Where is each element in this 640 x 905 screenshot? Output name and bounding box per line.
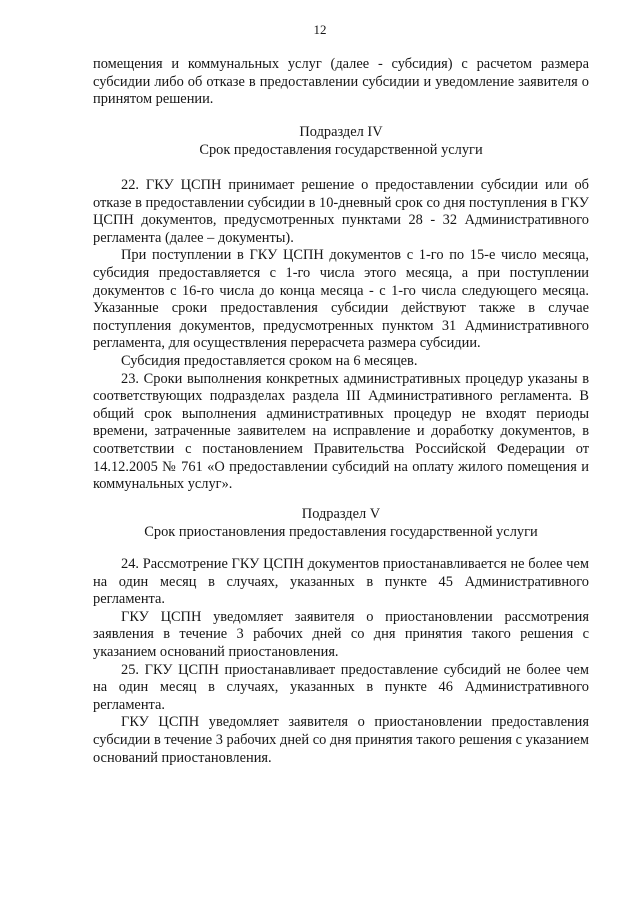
section-5-title: Срок приостановления предоставления государственной услуги — [144, 523, 538, 540]
page-number: 12 — [313, 22, 327, 37]
paragraph-subsidy-term: Субсидия предоставляется сроком на 6 месяцев. — [121, 352, 418, 369]
paragraph-25: 25. ГКУ ЦСПН приостанавливает предоставление субсидий не более чем на один месяц в случаях, указанных в пункте 46 Административного регламента. — [93, 661, 589, 713]
section-5-header — [93, 506, 589, 541]
paragraph-22-continued: При поступлении в ГКУ ЦСПН документов с 1-го по 15-е число месяца, субсидия предоставляется с 1-го числа этого месяца, а при поступлении документов с 16-го числа до конца месяца - с 1-го числа следующего месяца. Указанные сроки предоставления субсидии действуют также в случае поступления документов, предусмотренных пунктом 31 Административного регламента, для осуществления перерасчета размера субсидии. — [93, 247, 589, 352]
paragraph-24: 24. Рассмотрение ГКУ ЦСПН документов приостанавливается не более чем на один месяц в случаях, указанных в пункте 45 Административного регламента. — [93, 556, 589, 608]
section-4-heading: Подраздел IV — [299, 124, 383, 140]
section-5-body — [93, 556, 589, 767]
section-4-title: Срок предоставления государственной услуги — [199, 141, 483, 158]
paragraph-24-notice: ГКУ ЦСПН уведомляет заявителя о приостановлении рассмотрения заявления в течение 3 рабочих дней со дня принятия такого решения с указанием оснований приостановления. — [93, 608, 589, 660]
intro-paragraph: помещения и коммунальных услуг (далее - субсидия) с расчетом размера субсидии либо об отказе в предоставлении субсидии и уведомление заявителя о принятом решении. — [93, 56, 589, 108]
section-4-header — [93, 124, 589, 159]
paragraph-23: 23. Сроки выполнения конкретных административных процедур указаны в соответствующих подразделах раздела III Административного регламента. В общий срок выполнения административных процедур не входят периоды времени, затраченные заявителем на исправление и доработку документов, в соответствии с постановлением Правительства Российской Федерации от 14.12.2005 № 761 «О предоставлении субсидий на оплату жилого помещения и коммунальных услуг». — [93, 370, 589, 493]
section-5-heading: Подраздел V — [301, 506, 381, 522]
section-4-body — [93, 177, 589, 494]
paragraph-22: 22. ГКУ ЦСПН принимает решение о предоставлении субсидии или об отказе в предоставлении субсидии в 10-дневный срок со дня поступления в ГКУ ЦСПН документов, предусмотренных пунктами 28 - 32 Административного регламента (далее – документы). — [93, 177, 589, 246]
paragraph-25-notice: ГКУ ЦСПН уведомляет заявителя о приостановлении предоставления субсидии в течение 3 рабочих дней со дня принятия такого решения с указанием оснований приостановления. — [93, 714, 589, 766]
intro-block — [93, 56, 589, 109]
